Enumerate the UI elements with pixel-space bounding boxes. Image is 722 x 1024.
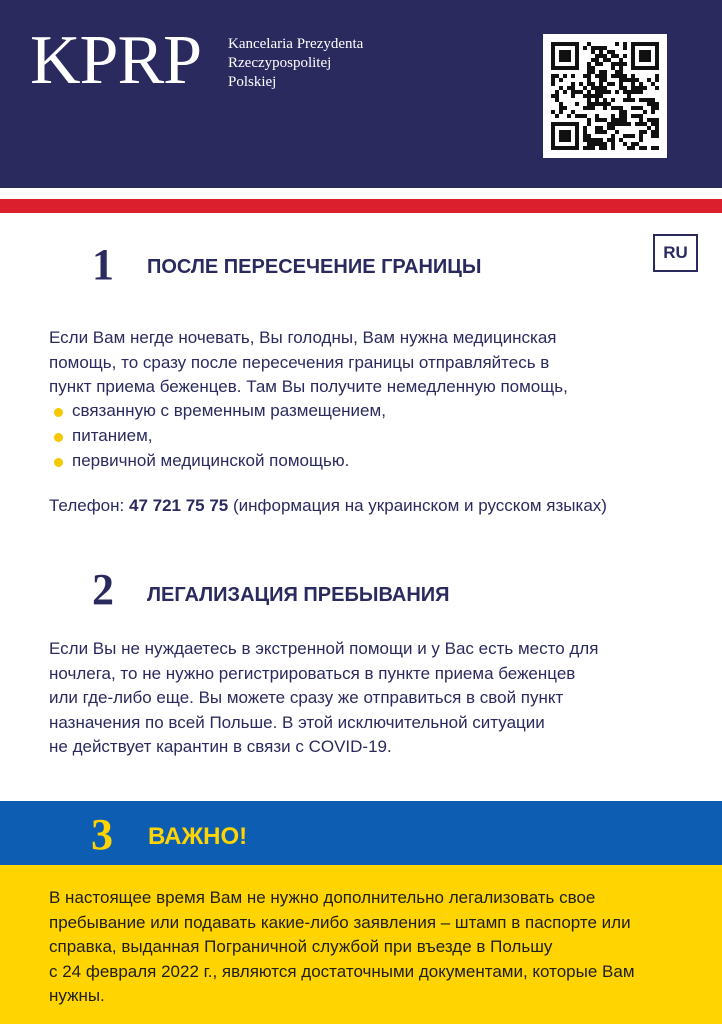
flag-stripe-red	[0, 199, 722, 213]
list-item: первичной медицинской помощью.	[53, 448, 386, 473]
section-3-number: 3	[91, 810, 113, 859]
text-line: или где-либо еще. Вы можете сразу же отправиться в свой пункт	[49, 688, 564, 707]
section-1-text	[49, 326, 568, 400]
section-3-title: ВАЖНО!	[148, 823, 248, 850]
org-line: Rzeczypospolitej	[228, 55, 332, 71]
text-line: с 24 февраля 2022 г., являются достаточными документами, которые Вам	[49, 961, 635, 981]
phone-label: Телефон:	[49, 496, 125, 515]
org-line: Polskiej	[228, 74, 277, 90]
text-line: пребывание или подавать какие-либо заявления – штамп в паспорте или	[49, 912, 631, 932]
text-line: назначения по всей Польше. В этой исключительной ситуации	[49, 712, 545, 732]
text-line: ночлега, то не нужно регистрироваться в пункте приема беженцев	[49, 663, 576, 683]
section-2-title: ЛЕГАЛИЗАЦИЯ ПРЕБЫВАНИЯ	[147, 584, 450, 606]
section-2-number: 2	[92, 565, 114, 614]
phone-number: 47 721 75 75	[128, 496, 229, 515]
text-line: пункт приема беженцев. Там Вы получите немедленную помощь,	[49, 377, 568, 396]
text-line: помощь, то сразу после пересечения границы отправляйтесь в	[49, 352, 550, 372]
header-banner	[0, 0, 722, 188]
section-2-text	[49, 637, 598, 760]
organization-name	[228, 35, 363, 92]
section-1-bullet-list	[53, 398, 386, 473]
text-line: справка, выданная Пограничной службой при въезде в Польшу	[49, 937, 553, 956]
org-line: Kancelaria Prezydenta	[228, 36, 364, 52]
language-badge: RU	[653, 234, 698, 272]
kprp-logo: KPRP	[30, 22, 202, 99]
list-item: питанием,	[53, 423, 386, 448]
text-line: В настоящее время Вам не нужно дополнительно легализовать свое	[49, 888, 596, 907]
text-line: нужны.	[49, 986, 105, 1005]
text-line: Если Вы не нуждаетесь в экстренной помощи и у Вас есть место для	[49, 639, 599, 658]
flag-stripe-white	[0, 188, 722, 199]
qr-code	[543, 34, 667, 158]
qr-code-icon	[551, 42, 659, 150]
phone-note: (информация на украинском и русском языках)	[232, 496, 607, 515]
section-3-text	[49, 886, 635, 1009]
section-1-title: ПОСЛЕ ПЕРЕСЕЧЕНИЕ ГРАНИЦЫ	[147, 256, 482, 278]
list-item: связанную с временным размещением,	[53, 398, 386, 423]
text-line: Если Вам негде ночевать, Вы голодны, Вам нужна медицинская	[49, 328, 557, 347]
text-line: не действует карантин в связи с COVID-19.	[49, 737, 392, 756]
phone-line	[49, 494, 607, 518]
section-1-number: 1	[92, 240, 114, 289]
